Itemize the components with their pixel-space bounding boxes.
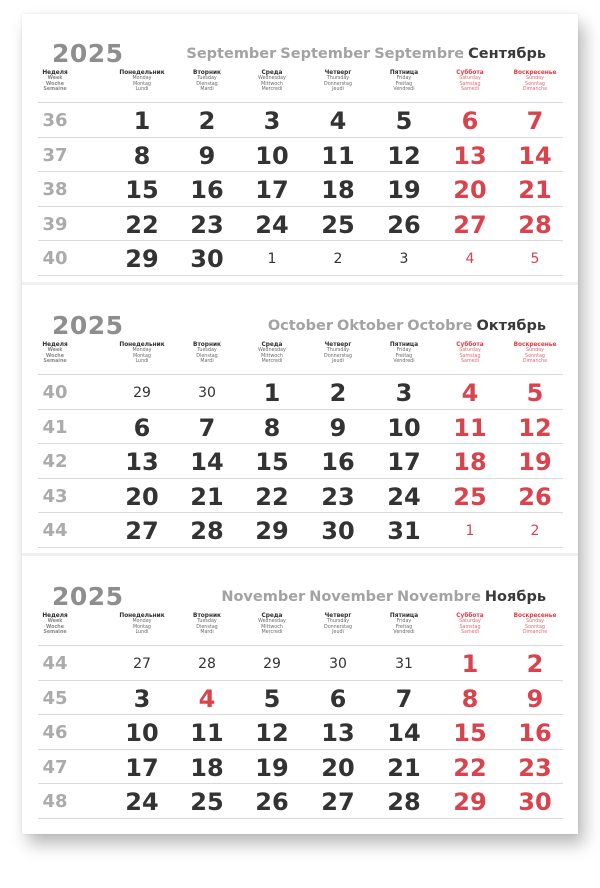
- week-row: [38, 512, 563, 548]
- grid-bottom-line: [38, 818, 563, 819]
- holiday-day[interactable]: 26: [518, 482, 552, 511]
- adjacent-month-day[interactable]: 29: [133, 385, 151, 401]
- holiday-day[interactable]: 20: [453, 176, 487, 204]
- week-row: [38, 240, 563, 276]
- calendar-day[interactable]: 17: [387, 448, 421, 476]
- weekday-label-en: Thursday: [326, 76, 350, 82]
- weekday-label-de: Samstag: [459, 353, 481, 359]
- calendar-day[interactable]: 28: [190, 517, 224, 545]
- weekday-label-en: Wednesday: [258, 348, 286, 354]
- month-name-de: Oktober: [337, 318, 404, 334]
- weekday-label-en: Week: [47, 619, 63, 625]
- week-row: [38, 409, 563, 445]
- calendar-day[interactable]: 3: [395, 379, 413, 407]
- weekday-label-de: Freitag: [395, 353, 413, 359]
- adjacent-month-day[interactable]: 28: [198, 656, 216, 672]
- month-name-ru: Сентябрь: [468, 46, 546, 62]
- calendar-day[interactable]: 27: [321, 788, 355, 816]
- calendar-day[interactable]: 1: [263, 379, 281, 407]
- weekday-label-fr: Mardi: [200, 359, 214, 365]
- calendar-day[interactable]: 19: [255, 753, 289, 782]
- month-name-ru: Октябрь: [476, 318, 546, 334]
- weekday-label-en: Tuesday: [197, 76, 217, 82]
- weekday-label-de: Dienstag: [196, 81, 218, 87]
- holiday-day[interactable]: 28: [518, 210, 552, 239]
- weekday-label-en: Friday: [396, 348, 412, 354]
- calendar-day[interactable]: 21: [387, 753, 421, 782]
- weekday-label-ru: Пятница: [389, 70, 419, 76]
- week-number: 46: [42, 722, 68, 743]
- weekday-label-en: Wednesday: [258, 619, 286, 625]
- weekday-header-saturday: [434, 343, 506, 365]
- weekday-label-ru: Среда: [261, 613, 283, 619]
- weekday-label-fr: Mercredi: [261, 87, 283, 93]
- calendar-day[interactable]: 25: [190, 788, 224, 816]
- holiday-day[interactable]: 5: [526, 379, 544, 407]
- adjacent-month-day[interactable]: 5: [530, 251, 540, 267]
- week-row: [38, 374, 563, 410]
- weekday-label-fr: Samedi: [461, 359, 479, 365]
- weekday-header-thursday: [302, 614, 374, 636]
- weekday-label-fr: Samedi: [461, 630, 479, 636]
- weekday-label-de: Dienstag: [196, 353, 218, 359]
- weekday-label-ru: Вторник: [193, 342, 221, 348]
- calendar-day[interactable]: 13: [321, 719, 355, 747]
- week-row: [38, 443, 563, 479]
- holiday-day[interactable]: 6: [461, 107, 479, 135]
- calendar-day[interactable]: 18: [190, 753, 224, 782]
- week-row: [38, 783, 563, 819]
- weekday-label-ru: Четверг: [324, 342, 352, 348]
- weekday-label-fr: Mercredi: [261, 630, 283, 636]
- holiday-day[interactable]: 16: [518, 719, 552, 747]
- weekday-label-ru: Понедельник: [119, 70, 165, 76]
- week-number: 40: [42, 248, 68, 269]
- adjacent-month-day[interactable]: 3: [399, 251, 409, 267]
- weekday-label-en: Tuesday: [197, 619, 217, 625]
- calendar-day[interactable]: 25: [321, 210, 355, 239]
- calendar-day[interactable]: 30: [321, 517, 355, 545]
- weekday-label-fr: Lundi: [135, 359, 149, 365]
- weekday-label-en: Saturday: [459, 76, 481, 82]
- grid-bottom-line: [38, 547, 563, 548]
- month-name-de: November: [309, 589, 394, 605]
- week-row: [38, 645, 563, 681]
- month-name-ru: Ноябрь: [484, 589, 546, 605]
- month-name-de: September: [280, 46, 371, 62]
- holiday-day[interactable]: 12: [518, 413, 552, 442]
- week-number: 39: [42, 213, 68, 235]
- calendar-day[interactable]: 31: [387, 517, 421, 545]
- calendar-day[interactable]: 4: [329, 107, 347, 135]
- month-name-fr: Septembre: [374, 46, 465, 62]
- calendar-day[interactable]: 17: [125, 753, 159, 782]
- calendar-day[interactable]: 28: [387, 788, 421, 816]
- week-column-header: [19, 614, 91, 636]
- week-row: [38, 171, 563, 207]
- weekday-label-fr: Dimanche: [522, 87, 548, 93]
- weekday-label-fr: Dimanche: [522, 630, 548, 636]
- weekday-label-ru: Четверг: [324, 613, 352, 619]
- week-number: 45: [42, 687, 68, 709]
- calendar-day[interactable]: 6: [329, 684, 347, 713]
- calendar-day[interactable]: 14: [387, 719, 421, 747]
- weekday-label-de: Freitag: [395, 81, 413, 87]
- holiday-day[interactable]: 21: [518, 176, 552, 204]
- weekday-header-wednesday: [236, 71, 308, 93]
- weekday-label-ru: Понедельник: [119, 613, 165, 619]
- holiday-day[interactable]: 4: [198, 684, 216, 713]
- weekday-header-saturday: [434, 614, 506, 636]
- month-separator: [22, 282, 578, 285]
- weekday-label-ru: Суббота: [456, 613, 484, 619]
- holiday-day[interactable]: 18: [453, 448, 487, 476]
- calendar-day[interactable]: 12: [387, 141, 421, 170]
- month-names: [182, 46, 546, 62]
- weekday-header-friday: [368, 614, 440, 636]
- calendar-day[interactable]: 15: [255, 448, 289, 476]
- calendar-day[interactable]: 13: [125, 448, 159, 476]
- weekday-header-tuesday: [171, 343, 243, 365]
- calendar-day[interactable]: 12: [255, 719, 289, 747]
- holiday-day[interactable]: 27: [453, 210, 487, 239]
- weekday-label-de: Samstag: [459, 81, 481, 87]
- weekday-label-en: Wednesday: [258, 76, 286, 82]
- weekday-header-monday: [106, 614, 178, 636]
- month-names: [217, 589, 546, 605]
- weekday-header-monday: [106, 343, 178, 365]
- weekday-label-de: Montag: [133, 624, 151, 630]
- month-name-fr: Octobre: [407, 318, 473, 334]
- calendar-day[interactable]: 30: [190, 245, 224, 273]
- month-names: [264, 318, 546, 334]
- weekday-label-fr: Lundi: [135, 630, 149, 636]
- calendar-day[interactable]: 22: [125, 210, 159, 239]
- weekday-label-ru: Среда: [261, 70, 283, 76]
- adjacent-month-day[interactable]: 30: [329, 656, 347, 672]
- week-row: [38, 137, 563, 173]
- calendar-day[interactable]: 15: [125, 176, 159, 204]
- weekday-label-de: Dienstag: [196, 624, 218, 630]
- week-row: [38, 478, 563, 514]
- week-number: 44: [42, 653, 68, 674]
- year-label: 2025: [52, 582, 124, 611]
- month-separator: [22, 553, 578, 556]
- month-name-en: September: [186, 46, 277, 62]
- week-number: 43: [42, 485, 68, 507]
- calendar-day[interactable]: 24: [387, 482, 421, 511]
- weekday-label-en: Sunday: [526, 76, 544, 82]
- calendar-day[interactable]: 24: [125, 788, 159, 816]
- weekday-label-de: Mittwoch: [261, 624, 283, 630]
- week-column-header: [19, 71, 91, 93]
- weekday-label-fr: Mercredi: [261, 359, 283, 365]
- weekday-label-de: Montag: [133, 81, 151, 87]
- calendar-day[interactable]: 26: [255, 788, 289, 816]
- calendar-day[interactable]: 14: [190, 448, 224, 476]
- weekday-header-saturday: [434, 71, 506, 93]
- week-number: 36: [42, 110, 68, 131]
- holiday-day[interactable]: 23: [518, 753, 552, 782]
- calendar-day[interactable]: 10: [255, 141, 289, 170]
- week-row: [38, 102, 563, 138]
- holiday-day[interactable]: 8: [461, 684, 479, 713]
- calendar-day[interactable]: 11: [321, 141, 355, 170]
- week-row: [38, 749, 563, 785]
- calendar-day[interactable]: 7: [198, 413, 216, 442]
- weekday-header-friday: [368, 343, 440, 365]
- weekday-header-sunday: [499, 614, 571, 636]
- weekday-label-fr: Mardi: [200, 630, 214, 636]
- adjacent-month-day[interactable]: 31: [395, 656, 413, 672]
- calendar-day[interactable]: 5: [395, 107, 413, 135]
- adjacent-month-day[interactable]: 29: [263, 656, 281, 672]
- week-row: [38, 680, 563, 716]
- weekday-label-en: Monday: [132, 76, 152, 82]
- weekday-label-en: Thursday: [326, 619, 350, 625]
- holiday-day[interactable]: 13: [453, 141, 487, 170]
- week-number: 41: [42, 416, 68, 438]
- calendar-day[interactable]: 19: [387, 176, 421, 204]
- weekday-label-fr: Semaine: [43, 359, 67, 365]
- weekday-label-de: Donnerstag: [324, 81, 352, 87]
- month-name-en: October: [267, 318, 334, 334]
- weekday-label-de: Donnerstag: [324, 353, 352, 359]
- calendar-day[interactable]: 2: [198, 107, 216, 135]
- weekday-label-en: Monday: [132, 619, 152, 625]
- calendar-day[interactable]: 29: [255, 517, 289, 545]
- weekday-header-row: [38, 71, 563, 103]
- calendar-day[interactable]: 11: [190, 719, 224, 747]
- calendar-day[interactable]: 8: [263, 413, 281, 442]
- weekday-label-de: Sonntag: [525, 353, 545, 359]
- calendar-day[interactable]: 21: [190, 482, 224, 511]
- weekday-label-fr: Semaine: [43, 630, 67, 636]
- calendar-day[interactable]: 24: [255, 210, 289, 239]
- month-block-october: [22, 286, 578, 554]
- weekday-header-row: [38, 614, 563, 646]
- weekday-label-en: Saturday: [459, 348, 481, 354]
- weekday-label-en: Tuesday: [197, 348, 217, 354]
- grid-bottom-line: [38, 275, 563, 276]
- weekday-header-thursday: [302, 343, 374, 365]
- calendar-day[interactable]: 17: [255, 176, 289, 204]
- adjacent-month-day[interactable]: 1: [465, 523, 475, 539]
- weekday-header-row: [38, 343, 563, 375]
- week-column-header: [19, 343, 91, 365]
- adjacent-month-day[interactable]: 30: [198, 385, 216, 401]
- holiday-day[interactable]: 29: [453, 788, 487, 816]
- month-name-en: November: [221, 589, 306, 605]
- weekday-label-ru: Четверг: [324, 70, 352, 76]
- weekday-header-friday: [368, 71, 440, 93]
- weekday-label-fr: Lundi: [135, 87, 149, 93]
- weekday-header-tuesday: [171, 71, 243, 93]
- weekday-label-ru: Неделя: [42, 70, 68, 76]
- calendar-day[interactable]: 10: [125, 719, 159, 747]
- month-block-november: [22, 557, 578, 825]
- holiday-day[interactable]: 7: [526, 107, 544, 135]
- calendar-day[interactable]: 3: [133, 684, 151, 713]
- calendar-day[interactable]: 9: [329, 413, 347, 442]
- calendar-day[interactable]: 26: [387, 210, 421, 239]
- month-name-fr: Novembre: [397, 589, 481, 605]
- calendar-day[interactable]: 8: [133, 141, 151, 170]
- weekday-header-monday: [106, 71, 178, 93]
- holiday-day[interactable]: 30: [518, 788, 552, 816]
- calendar-day[interactable]: 29: [125, 245, 159, 273]
- year-label: 2025: [52, 39, 124, 68]
- week-row: [38, 714, 563, 750]
- weekday-label-fr: Vendredi: [393, 630, 415, 636]
- calendar-sheet: [22, 14, 578, 834]
- weekday-label-de: Woche: [46, 81, 64, 87]
- weekday-label-de: Freitag: [395, 624, 413, 630]
- weekday-label-ru: Суббота: [456, 342, 484, 348]
- week-number: 38: [42, 179, 68, 200]
- weekday-label-en: Friday: [396, 76, 412, 82]
- weekday-label-fr: Dimanche: [522, 359, 548, 365]
- weekday-header-tuesday: [171, 614, 243, 636]
- calendar-day[interactable]: 5: [263, 684, 281, 713]
- weekday-label-en: Friday: [396, 619, 412, 625]
- weekday-label-fr: Samedi: [461, 87, 479, 93]
- year-label: 2025: [52, 311, 124, 340]
- week-number: 42: [42, 451, 68, 472]
- calendar-day[interactable]: 18: [321, 176, 355, 204]
- calendar-day[interactable]: 16: [321, 448, 355, 476]
- holiday-day[interactable]: 22: [453, 753, 487, 782]
- calendar-day[interactable]: 22: [255, 482, 289, 511]
- calendar-day[interactable]: 23: [190, 210, 224, 239]
- weekday-header-wednesday: [236, 614, 308, 636]
- weekday-label-de: Samstag: [459, 624, 481, 630]
- weekday-label-ru: Неделя: [42, 342, 68, 348]
- calendar-day[interactable]: 20: [125, 482, 159, 511]
- week-number: 44: [42, 520, 68, 541]
- adjacent-month-day[interactable]: 2: [530, 523, 540, 539]
- holiday-day[interactable]: 2: [526, 650, 544, 678]
- weekday-label-fr: Jeudi: [332, 359, 344, 365]
- weekday-label-ru: Пятница: [389, 613, 419, 619]
- adjacent-month-day[interactable]: 4: [465, 251, 475, 267]
- week-number: 47: [42, 756, 68, 778]
- weekday-label-fr: Semaine: [43, 87, 67, 93]
- holiday-day[interactable]: 11: [453, 413, 487, 442]
- weekday-label-de: Mittwoch: [261, 81, 283, 87]
- weekday-label-fr: Jeudi: [332, 87, 344, 93]
- holiday-day[interactable]: 14: [518, 141, 552, 170]
- weekday-label-fr: Mardi: [200, 87, 214, 93]
- calendar-day[interactable]: 6: [133, 413, 151, 442]
- weekday-label-en: Week: [47, 76, 63, 82]
- weekday-label-de: Woche: [46, 624, 64, 630]
- weekday-label-en: Week: [47, 348, 63, 354]
- holiday-day[interactable]: 19: [518, 448, 552, 476]
- calendar-day[interactable]: 3: [263, 107, 281, 135]
- weekday-label-ru: Суббота: [456, 70, 484, 76]
- weekday-label-en: Sunday: [526, 619, 544, 625]
- weekday-header-thursday: [302, 71, 374, 93]
- weekday-label-ru: Воскресенье: [513, 70, 557, 76]
- weekday-label-ru: Пятница: [389, 342, 419, 348]
- weekday-label-de: Montag: [133, 353, 151, 359]
- holiday-day[interactable]: 4: [461, 379, 479, 407]
- holiday-day[interactable]: 15: [453, 719, 487, 747]
- holiday-day[interactable]: 9: [526, 684, 544, 713]
- weekday-label-ru: Воскресенье: [513, 342, 557, 348]
- calendar-day[interactable]: 20: [321, 753, 355, 782]
- calendar-day[interactable]: 10: [387, 413, 421, 442]
- weekday-label-en: Saturday: [459, 619, 481, 625]
- weekday-header-sunday: [499, 343, 571, 365]
- weekday-label-ru: Среда: [261, 342, 283, 348]
- calendar-day[interactable]: 2: [329, 379, 347, 407]
- week-number: 48: [42, 791, 68, 812]
- weekday-label-de: Donnerstag: [324, 624, 352, 630]
- week-number: 37: [42, 144, 68, 166]
- weekday-label-de: Sonntag: [525, 624, 545, 630]
- weekday-label-ru: Понедельник: [119, 342, 165, 348]
- week-row: [38, 206, 563, 242]
- calendar-day[interactable]: 9: [198, 141, 216, 170]
- weekday-label-ru: Вторник: [193, 70, 221, 76]
- weekday-label-fr: Vendredi: [393, 359, 415, 365]
- weekday-label-ru: Воскресенье: [513, 613, 557, 619]
- weekday-label-en: Monday: [132, 348, 152, 354]
- holiday-day[interactable]: 1: [461, 650, 479, 678]
- week-number: 40: [42, 382, 68, 403]
- calendar-day[interactable]: 23: [321, 482, 355, 511]
- adjacent-month-day[interactable]: 1: [267, 251, 277, 267]
- weekday-label-de: Mittwoch: [261, 353, 283, 359]
- calendar-day[interactable]: 1: [133, 107, 151, 135]
- weekday-label-fr: Jeudi: [332, 630, 344, 636]
- weekday-label-fr: Vendredi: [393, 87, 415, 93]
- calendar-day[interactable]: 16: [190, 176, 224, 204]
- weekday-header-wednesday: [236, 343, 308, 365]
- weekday-label-de: Woche: [46, 353, 64, 359]
- weekday-label-en: Sunday: [526, 348, 544, 354]
- calendar-day[interactable]: 27: [125, 517, 159, 545]
- adjacent-month-day[interactable]: 27: [133, 656, 151, 672]
- weekday-label-de: Sonntag: [525, 81, 545, 87]
- weekday-label-ru: Вторник: [193, 613, 221, 619]
- calendar-day[interactable]: 7: [395, 684, 413, 713]
- month-block-september: [22, 14, 578, 282]
- weekday-label-ru: Неделя: [42, 613, 68, 619]
- weekday-header-sunday: [499, 71, 571, 93]
- weekday-label-en: Thursday: [326, 348, 350, 354]
- adjacent-month-day[interactable]: 2: [333, 251, 343, 267]
- holiday-day[interactable]: 25: [453, 482, 487, 511]
